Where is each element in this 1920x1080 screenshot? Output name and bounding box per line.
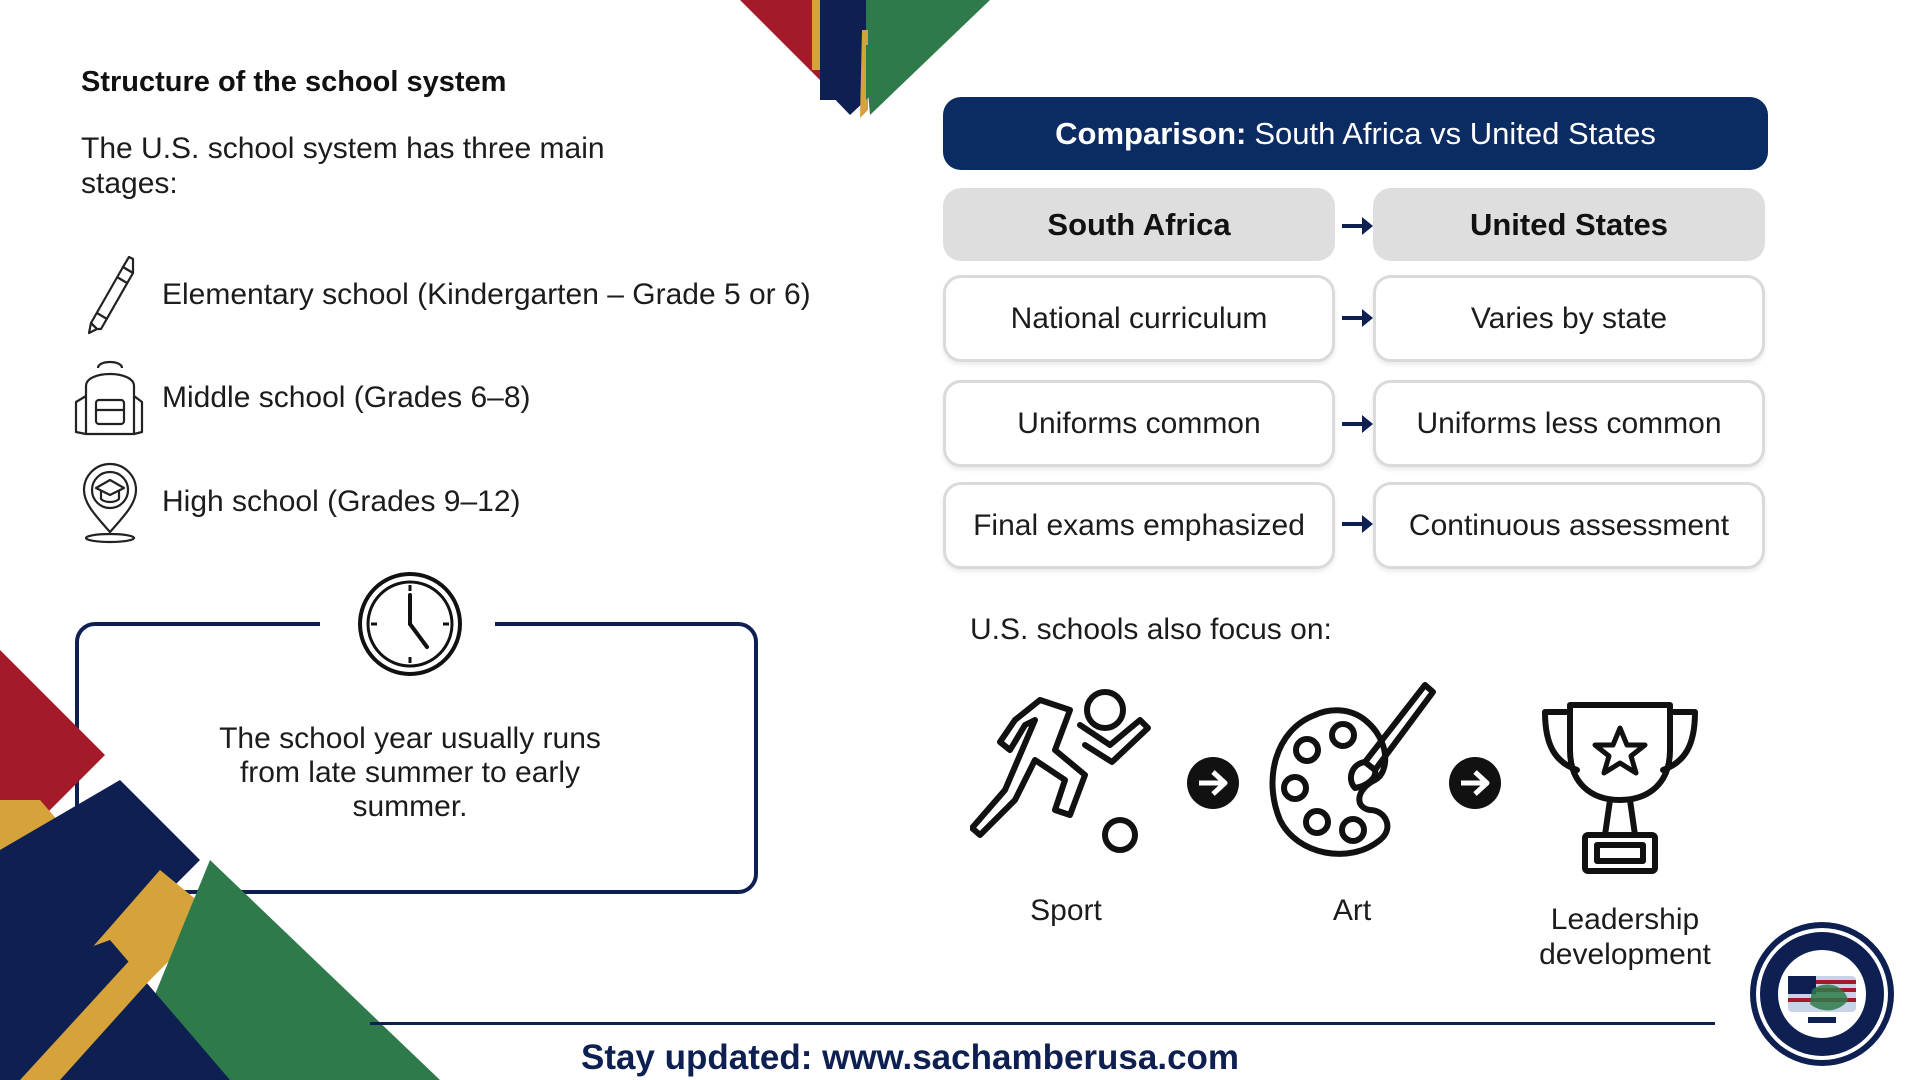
stage-high <box>60 457 521 547</box>
footer-link[interactable]: Stay updated: www.sachamberusa.com <box>580 1038 1240 1077</box>
stage-label: High school (Grades 9–12) <box>162 485 521 518</box>
arrow-circle-icon <box>1185 755 1241 811</box>
cell-south-africa: Uniforms common <box>943 380 1335 467</box>
column-south-africa: South Africa <box>943 188 1335 261</box>
runner-icon <box>970 680 1160 870</box>
comparison-header-bold: Comparison: <box>1055 115 1247 151</box>
arrow-right-icon <box>1340 412 1374 436</box>
cell-united-states: Uniforms less common <box>1373 380 1765 467</box>
cell-united-states: Continuous assessment <box>1373 482 1765 569</box>
paint-palette-icon <box>1255 680 1445 870</box>
column-united-states: United States <box>1373 188 1765 261</box>
arrow-right-icon <box>1340 512 1374 536</box>
school-year-text: The school year usually runs from late summer to early summer. <box>219 722 601 823</box>
backpack-icon <box>60 353 160 443</box>
focus-label-art: Art <box>1332 894 1372 927</box>
intro-text: The U.S. school system has three main stages: <box>81 132 605 200</box>
corner-decoration <box>0 640 440 1080</box>
graduation-cap-pin-icon <box>60 457 160 547</box>
stage-label: Middle school (Grades 6–8) <box>162 381 531 414</box>
comparison-header-rest: South Africa vs United States <box>1254 115 1656 151</box>
arrow-right-icon <box>1340 306 1374 330</box>
stage-elementary <box>60 250 811 340</box>
focus-label-leadership: Leadership development <box>1539 903 1711 971</box>
cell-united-states: Varies by state <box>1373 275 1765 362</box>
section-heading: Structure of the school system <box>81 66 507 98</box>
stage-middle <box>60 353 531 443</box>
trophy-icon <box>1525 690 1715 880</box>
arrow-right-icon <box>1340 214 1374 238</box>
chamber-badge-logo <box>1748 920 1896 1068</box>
arrow-circle-icon <box>1447 755 1503 811</box>
focus-title: U.S. schools also focus on: <box>970 613 1332 646</box>
comparison-header <box>943 97 1768 170</box>
cell-south-africa: Final exams emphasized <box>943 482 1335 569</box>
focus-label-sport: Sport <box>1030 894 1102 927</box>
cell-south-africa: National curriculum <box>943 275 1335 362</box>
crayon-icon <box>60 250 160 340</box>
stage-label: Elementary school (Kindergarten – Grade 5 or 6) <box>162 278 811 311</box>
footer-divider <box>370 1022 1715 1025</box>
